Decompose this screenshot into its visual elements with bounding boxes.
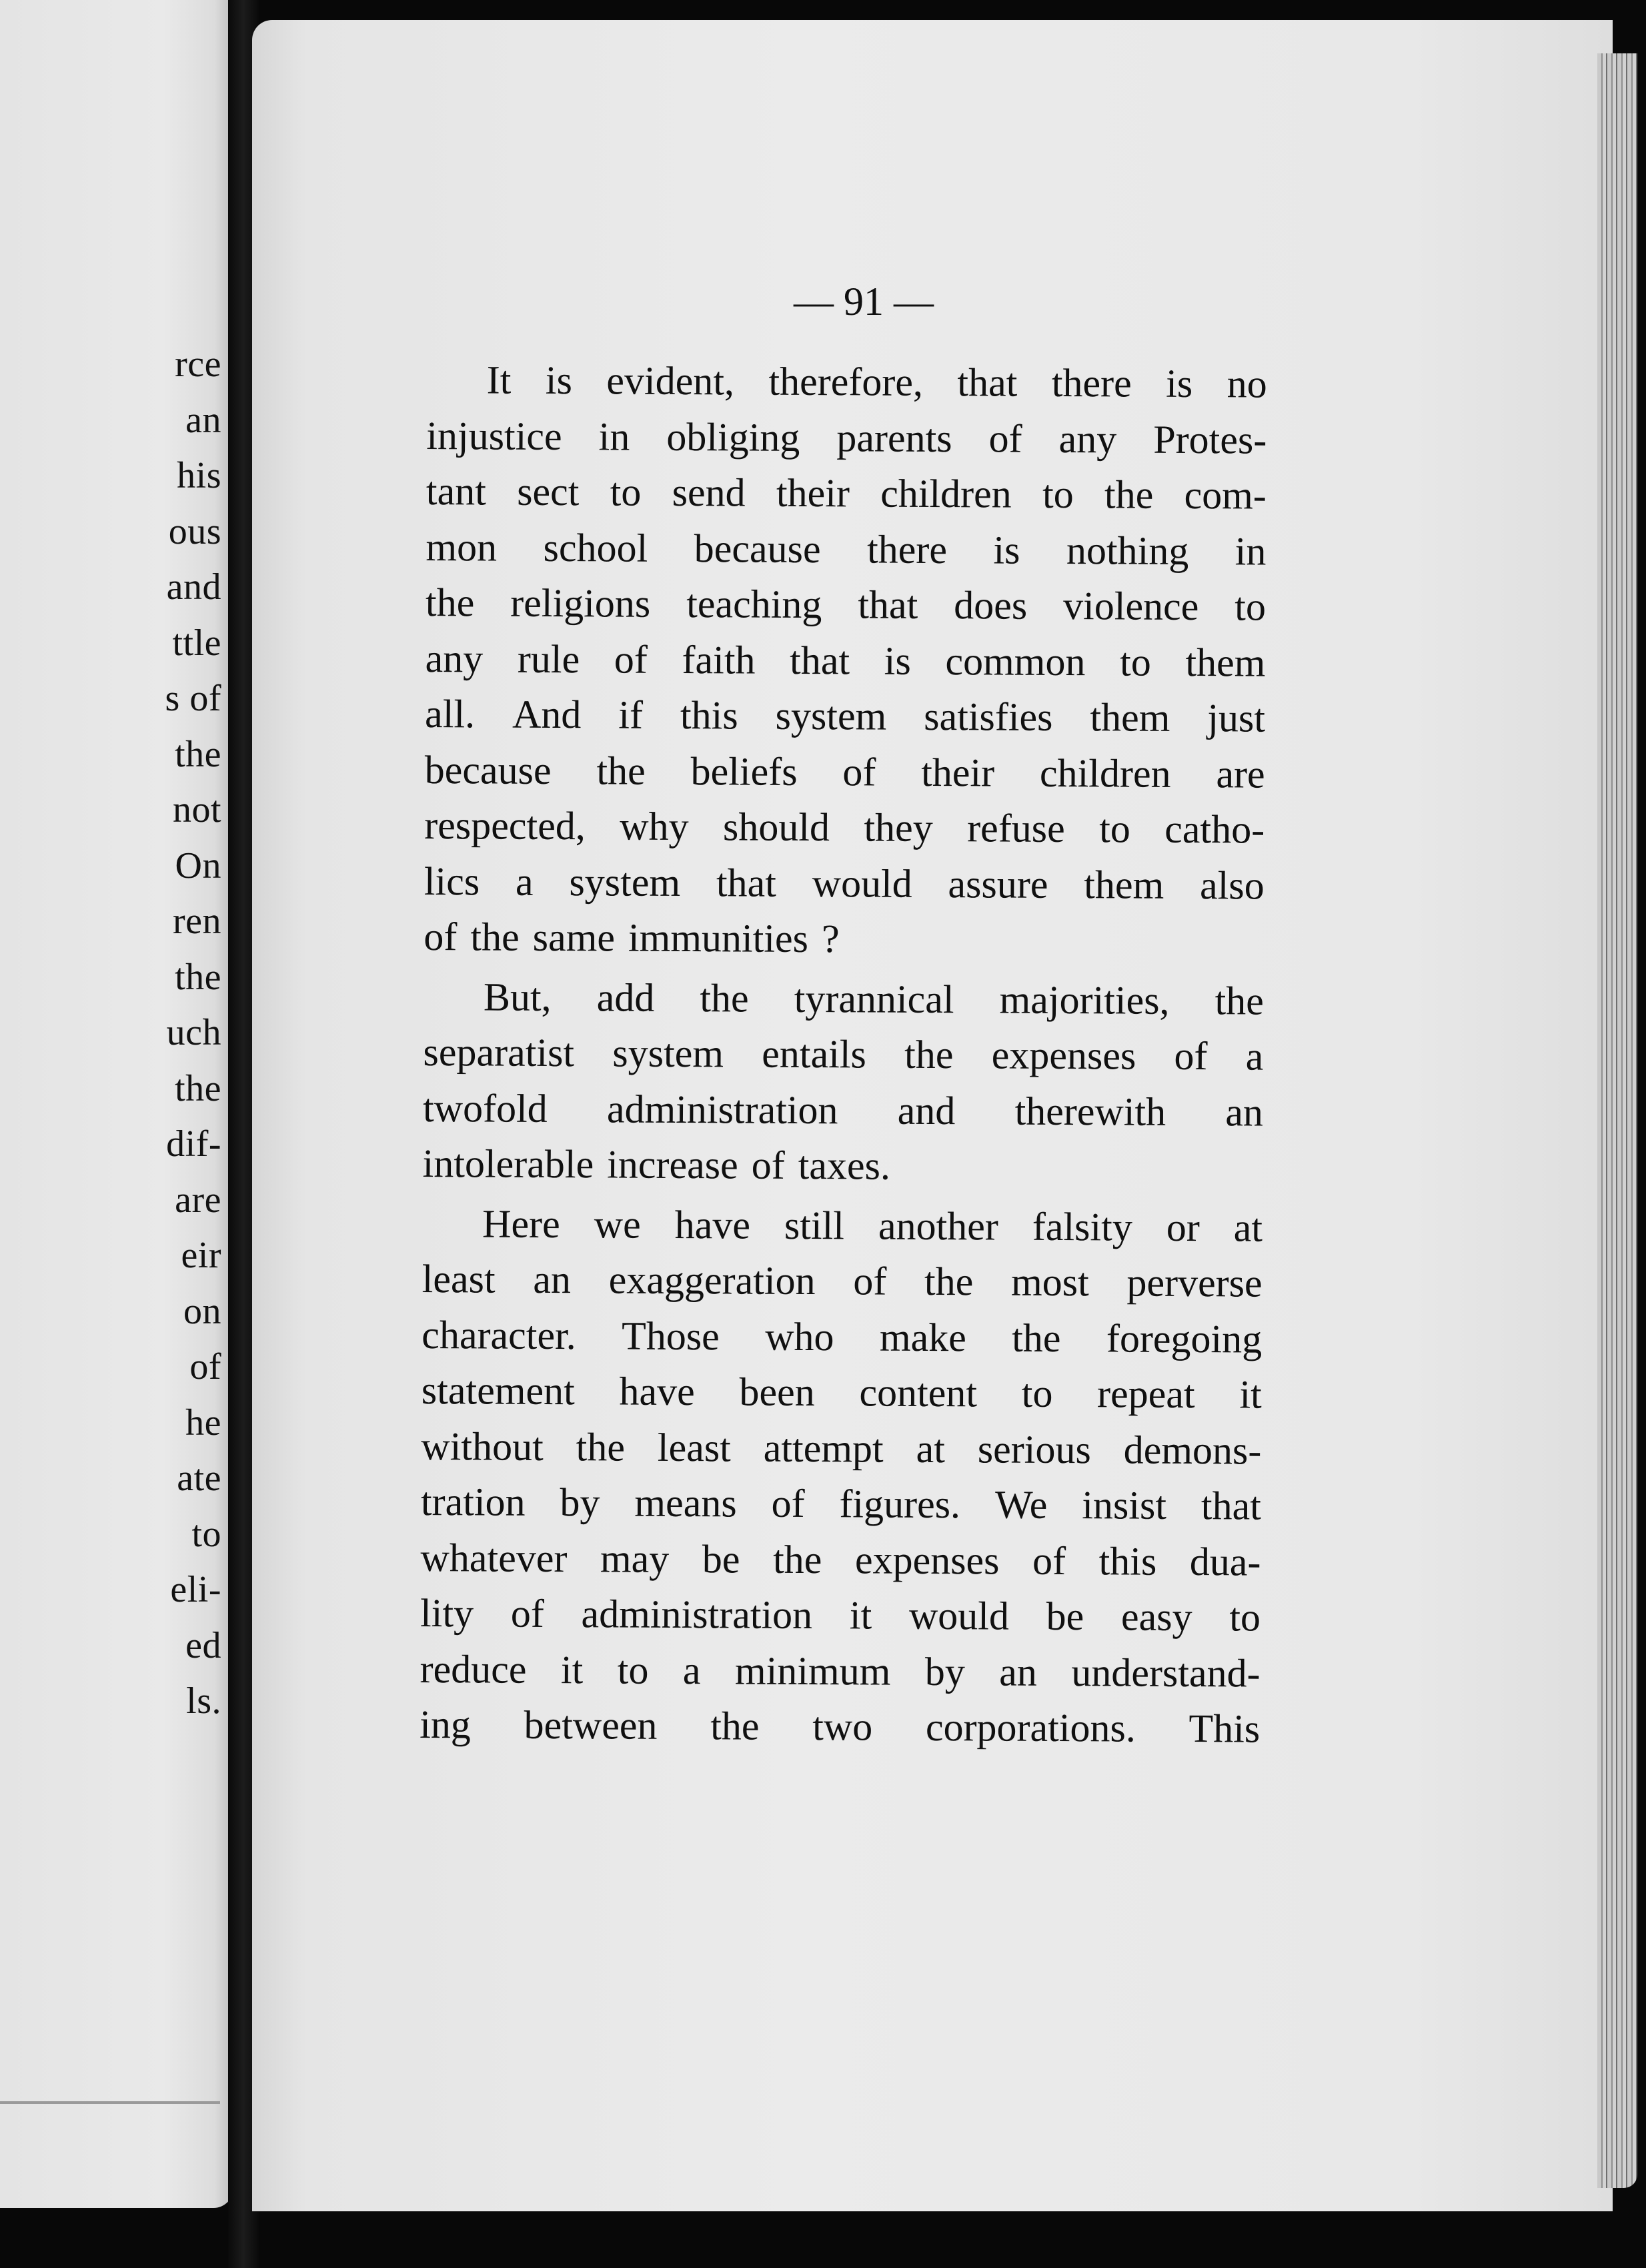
text-line: ing between the two corporations. This [420,1702,1261,1751]
text-line: because the beliefs of their children are [424,747,1265,796]
text-line: lity of administration it would be easy to [420,1590,1261,1640]
text-line: character. Those who make the foregoing [422,1312,1263,1361]
previous-page-line: not [172,789,221,830]
text-line: the religions teaching that does violence to [425,580,1267,629]
previous-page-edge [0,2101,220,2151]
page-body-text [420,352,1267,1757]
previous-page-line: of [189,1346,221,1387]
previous-page [0,0,233,2208]
previous-page-line: and [166,566,221,608]
text-line: without the least attempt at serious demons- [421,1424,1262,1473]
text-line: whatever may be the expenses of this dua- [420,1535,1261,1584]
text-line: statement have been content to repeat it [421,1367,1262,1417]
page-number: — 91 — [794,279,934,324]
text-line: injustice in obliging parents of any Protes- [426,413,1267,462]
text-line: of the same immunities ? [424,914,840,961]
text-line: separatist system entails the expenses of a [423,1029,1264,1079]
text-line: mon school because there is nothing in [426,524,1267,574]
previous-page-line: eir [181,1235,221,1276]
text-line: respected, why should they refuse to catho- [424,802,1265,852]
previous-page-line: ed [185,1624,221,1666]
text-line: intolerable increase of taxes. [422,1141,891,1188]
previous-page-line: dif- [166,1123,221,1165]
previous-page-line: are [175,1179,221,1221]
previous-page-line: he [185,1401,221,1444]
text-line: least an exaggeration of the most perverse [422,1256,1263,1305]
previous-page-line: ttle [172,622,221,664]
paragraph [424,352,1267,969]
previous-page-line: ls. [186,1680,221,1722]
text-line: reduce it to a minimum by an understand- [420,1646,1261,1696]
previous-page-line: eli- [170,1569,221,1610]
previous-page-line: the [175,733,221,775]
previous-page-line: ren [172,901,221,942]
text-line: tant sect to send their children to the com- [426,468,1267,518]
previous-page-line: the [175,1067,221,1109]
previous-page-line: s of [165,678,221,719]
paragraph [420,1195,1263,1757]
previous-page-line: his [177,455,221,496]
previous-page-line: rce [175,344,221,385]
text-line: all. And if this system satisfies them just [424,691,1266,740]
text-line: It is evident, therefore, that there is no [486,358,1267,406]
previous-page-line: ate [177,1458,221,1499]
previous-page-line: to [191,1513,221,1555]
previous-page-line: ous [168,510,221,552]
text-line: lics a system that would assure them also [424,859,1265,908]
previous-page-line: on [183,1290,221,1332]
previous-page-line: an [185,399,221,441]
previous-page-line: the [175,956,221,998]
text-line: any rule of faith that is common to them [425,636,1266,685]
text-line: Here we have still another falsity or at [482,1201,1263,1250]
text-line: But, add the tyrannical majorities, the [483,974,1265,1023]
paragraph [422,969,1264,1196]
text-line: twofold administration and therewith an [422,1085,1264,1135]
text-line: tration by means of figures. We insist that [420,1479,1262,1528]
previous-page-line: On [175,844,221,887]
page-stack-edges [1597,53,1637,2188]
previous-page-text [1,337,221,1730]
previous-page-line: uch [166,1012,221,1053]
